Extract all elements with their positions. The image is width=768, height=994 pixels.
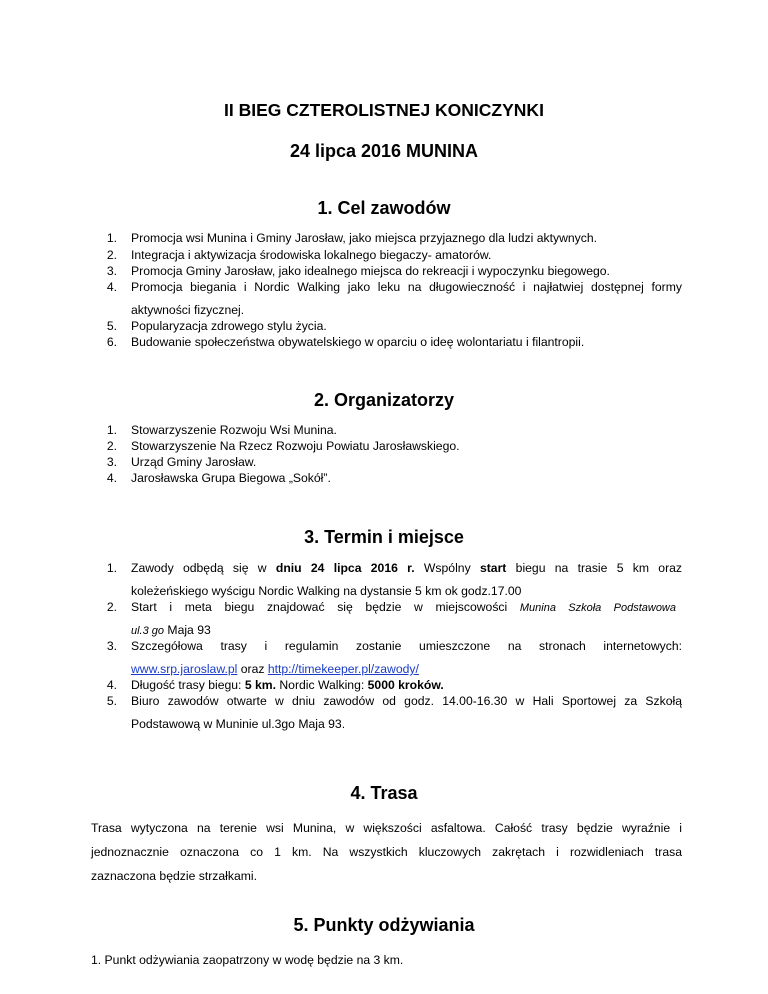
list-item: Długość trasy biegu: 5 km. Nordic Walking: 5000 kroków.: [131, 678, 444, 692]
paragraph-line: Trasa wytyczona na terenie wsi Munina, w większości asfaltowa. Całość trasy będzie wyraźnie i: [91, 821, 682, 835]
paragraph-line: jednoznacznie oznaczona co 1 km. Na wszystkich kluczowych zakrętach i rozwidleniach trasa: [91, 845, 682, 859]
list-item: Promocja Gminy Jarosław, jako idealnego miejsca do rekreacji i wypoczynku biegowego.: [131, 264, 610, 278]
list-number: 1.: [106, 231, 117, 245]
section-3-heading: 3. Termin i miejsce: [304, 527, 464, 547]
list-item: Popularyzacja zdrowego stylu życia.: [131, 319, 327, 333]
section-2-heading: 2. Organizatorzy: [313, 390, 455, 410]
list-number: 1.: [106, 423, 117, 437]
list-item: Stowarzyszenie Rozwoju Wsi Munina.: [131, 423, 337, 437]
list-number: 4.: [106, 678, 117, 692]
list-item: Jarosławska Grupa Biegowa „Sokół”.: [131, 471, 331, 485]
list-item: Zawody odbędą się w dniu 24 lipca 2016 r. Wspólny start biegu na trasie 5 km oraz: [131, 561, 682, 575]
section-5-heading: 5. Punkty odżywiania: [293, 915, 475, 935]
list-item-continuation: ul.3 go Maja 93: [131, 623, 211, 637]
list-number: 2.: [106, 439, 117, 453]
list-item: Integracja i aktywizacja środowiska lokalnego biegaczy- amatorów.: [131, 248, 492, 262]
list-item: Szczegółowa trasy i regulamin zostanie umieszczone na stronach internetowych:: [131, 639, 682, 653]
list-number: 5.: [106, 694, 117, 708]
list-item-continuation: Podstawową w Muninie ul.3go Maja 93.: [131, 717, 346, 731]
list-number: 2.: [106, 600, 117, 614]
paragraph-line: zaznaczona będzie strzałkami.: [91, 869, 257, 883]
section-4-heading: 4. Trasa: [350, 783, 418, 803]
list-number: 2.: [106, 248, 117, 262]
section-1-heading: 1. Cel zawodów: [317, 198, 451, 218]
list-item-continuation: www.srp.jaroslaw.pl oraz http://timekeeper.pl/zawody/: [131, 662, 419, 676]
list-number: 1.: [106, 561, 117, 575]
main-title: II BIEG CZTEROLISTNEJ KONICZYNKI: [224, 100, 544, 120]
list-item-continuation: koleżeńskiego wyścigu Nordic Walking na dystansie 5 km ok godz.17.00: [131, 584, 522, 598]
timekeeper-link[interactable]: http://timekeeper.pl/zawody/: [267, 662, 419, 676]
list-number: 3.: [106, 639, 117, 653]
list-item: Urząd Gminy Jarosław.: [131, 455, 257, 469]
list-number: 4.: [106, 280, 117, 294]
list-item: Start i meta biegu znajdować się będzie w miejscowości Munina Szkoła Podstawowa: [131, 600, 676, 614]
list-item: Biuro zawodów otwarte w dniu zawodów od godz. 14.00-16.30 w Hali Sportowej za Szkołą: [131, 694, 682, 708]
list-item: Stowarzyszenie Na Rzecz Rozwoju Powiatu Jarosławskiego.: [131, 439, 460, 453]
paragraph-line: 1. Punkt odżywiania zaopatrzony w wodę będzie na 3 km.: [91, 953, 404, 967]
list-item-continuation: aktywności fizycznej.: [131, 303, 245, 317]
list-number: 3.: [106, 455, 117, 469]
srp-link[interactable]: www.srp.jaroslaw.pl: [131, 662, 238, 676]
list-item: Promocja biegania i Nordic Walking jako leku na długowieczność i najłatwiej dostępnej formy: [131, 280, 682, 294]
list-number: 3.: [106, 264, 117, 278]
event-date-title: 24 lipca 2016 MUNINA: [289, 141, 479, 161]
list-item: Promocja wsi Munina i Gminy Jarosław, jako miejsca przyjaznego dla ludzi aktywnych.: [131, 231, 598, 245]
list-item: Budowanie społeczeństwa obywatelskiego w oparciu o ideę wolontariatu i filantropii.: [131, 335, 585, 349]
list-number: 4.: [106, 471, 117, 485]
list-number: 6.: [106, 335, 117, 349]
list-number: 5.: [106, 319, 117, 333]
